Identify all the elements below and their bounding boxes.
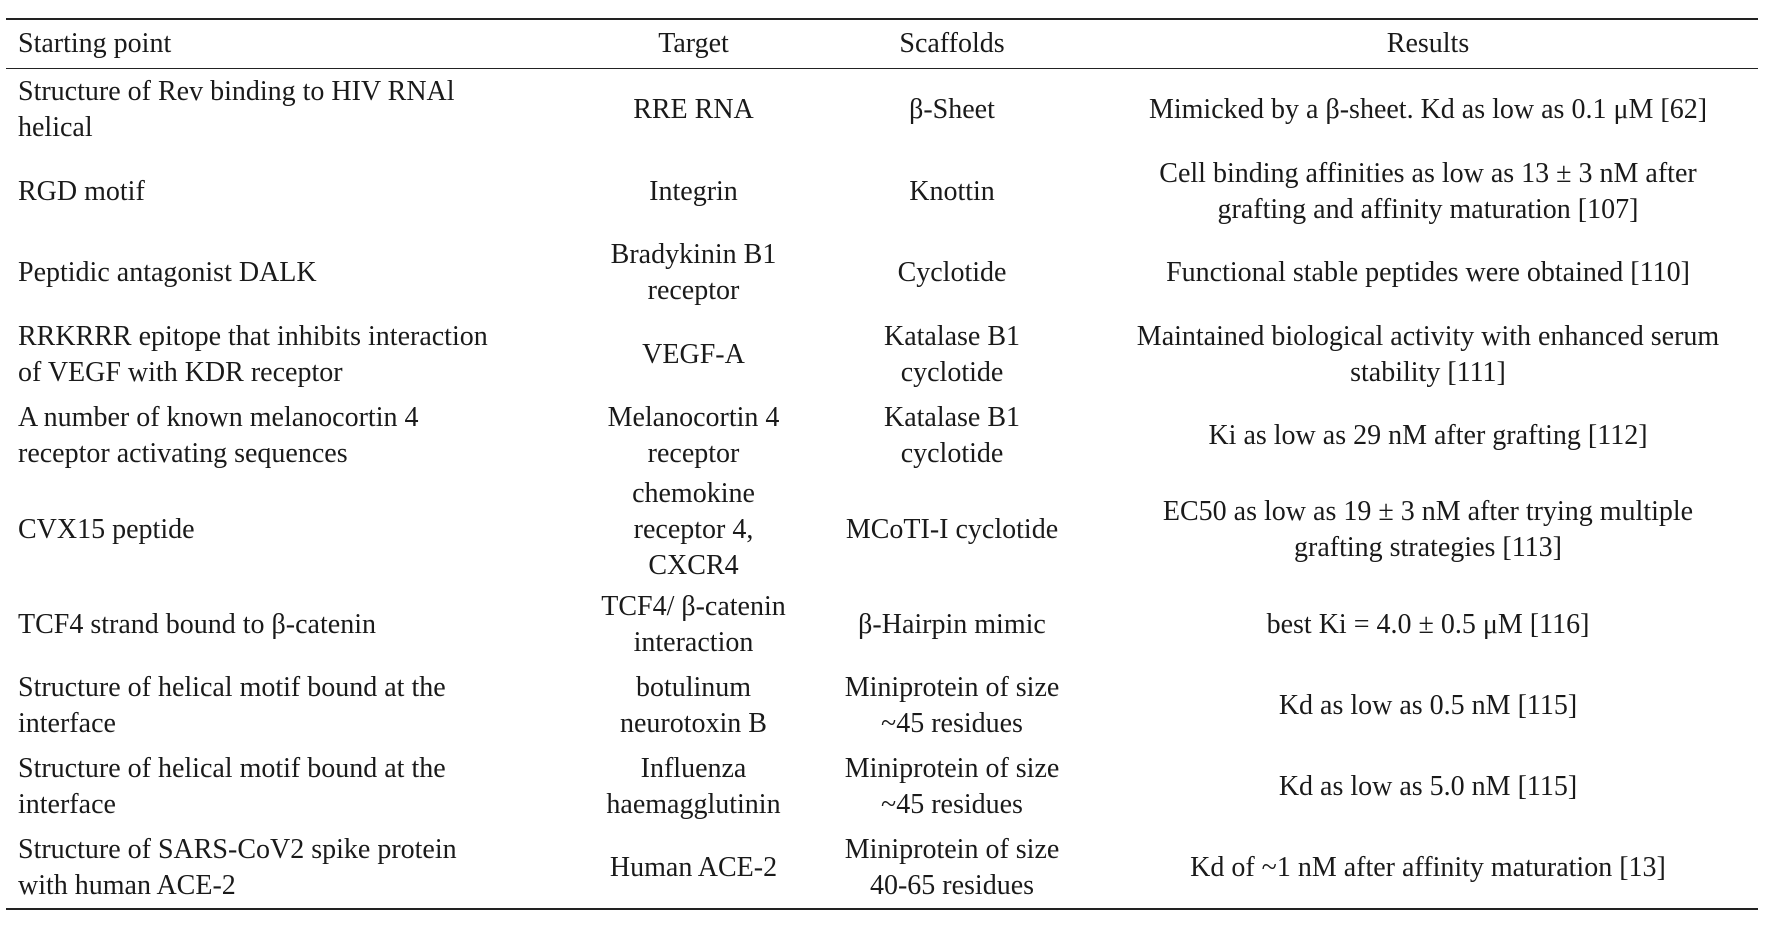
cell-line: β-Sheet	[909, 94, 995, 125]
cell-line: Kd of ~1 nM after affinity maturation [13]	[1190, 851, 1666, 883]
cell-scaffolds	[806, 665, 1098, 746]
cell-target	[581, 476, 806, 584]
cell-target	[581, 69, 806, 152]
table-row	[6, 314, 1758, 395]
cell-line: EC50 as low as 19 ± 3 nM after trying multiple	[1162, 496, 1694, 527]
cell-text	[632, 476, 755, 584]
cell-starting-point	[6, 584, 581, 665]
cell-text	[845, 670, 1060, 742]
cell-starting-point	[6, 232, 581, 314]
cell-line: interface	[18, 707, 116, 739]
cell-line: CXCR4	[648, 550, 739, 581]
cell-line: receptor activating sequences	[18, 437, 348, 469]
cell-line: Ki as low as 29 nM after grafting [112]	[1208, 419, 1648, 451]
table-row	[6, 69, 1758, 152]
cell-target	[581, 395, 806, 476]
cell-line: β-Hairpin mimic	[858, 608, 1046, 640]
cell-line: interaction	[633, 626, 754, 658]
cell-text	[18, 832, 457, 904]
cell-line: Maintained biological activity with enhanced serum	[1136, 320, 1720, 352]
cell-line: Structure of helical motif bound at the	[18, 671, 446, 703]
cell-results	[1098, 476, 1758, 584]
cell-scaffolds	[806, 314, 1098, 395]
cell-line: receptor 4,	[633, 514, 754, 545]
cell-line: Miniprotein of size	[844, 752, 1060, 784]
cell-line: Kd as low as 5.0 nM [115]	[1278, 770, 1578, 802]
cell-line: with human ACE-2	[18, 869, 236, 901]
cell-text	[1190, 850, 1666, 886]
cell-results	[1098, 69, 1758, 152]
cell-text	[18, 255, 317, 291]
cell-line: helical	[18, 112, 93, 143]
cell-scaffolds	[806, 827, 1098, 909]
cell-line: A number of known melanocortin 4	[18, 401, 419, 433]
cell-text	[18, 512, 195, 548]
cell-text	[1166, 255, 1690, 291]
cell-line: TCF4 strand bound to β-catenin	[18, 608, 376, 640]
cell-line: ~45 residues	[881, 707, 1023, 739]
cell-text	[18, 319, 488, 391]
cell-results	[1098, 314, 1758, 395]
cell-line: Katalase B1	[883, 401, 1021, 433]
cell-text	[620, 670, 767, 742]
cell-text	[884, 319, 1020, 391]
cell-line: grafting and affinity maturation [107]	[1217, 193, 1639, 225]
cell-target	[581, 665, 806, 746]
cell-line: best Ki = 4.0 ± 0.5 μM [116]	[1266, 608, 1590, 640]
cell-text	[18, 751, 446, 823]
cell-target	[581, 314, 806, 395]
cell-line: TCF4/ β-catenin	[601, 590, 786, 622]
cell-line: haemagglutinin	[606, 788, 781, 820]
table-row	[6, 151, 1758, 232]
cell-target	[581, 232, 806, 314]
cell-text	[18, 670, 446, 742]
cell-line: Cell binding affinities as low as 13 ± 3 nM after	[1159, 157, 1697, 189]
table-body	[6, 69, 1758, 910]
cell-line: Peptidic antagonist DALK	[18, 257, 317, 288]
cell-line: cyclotide	[900, 437, 1004, 469]
cell-text	[1137, 319, 1719, 391]
cell-scaffolds	[806, 395, 1098, 476]
cell-line: RRE RNA	[633, 94, 754, 125]
cell-scaffolds	[806, 584, 1098, 665]
header-row	[6, 19, 1758, 69]
cell-line: Katalase B1	[883, 320, 1021, 352]
cell-text	[611, 237, 777, 309]
cell-line: neurotoxin B	[620, 707, 767, 739]
cell-text	[846, 512, 1058, 548]
cell-results	[1098, 151, 1758, 232]
cell-text	[909, 174, 995, 210]
cell-target	[581, 746, 806, 827]
cell-line: Functional stable peptides were obtained [110]	[1166, 257, 1690, 288]
cell-text	[649, 174, 738, 210]
cell-line: RRKRRR epitope that inhibits interaction	[18, 320, 488, 352]
cell-line: cyclotide	[900, 356, 1004, 388]
cell-text	[642, 337, 745, 373]
header-target: Target	[658, 28, 729, 59]
cell-target	[581, 827, 806, 909]
cell-line: Melanocortin 4	[607, 401, 780, 433]
cell-starting-point	[6, 665, 581, 746]
cell-text	[898, 255, 1007, 291]
cell-line: botulinum	[635, 671, 752, 703]
cell-line: stability [111]	[1350, 356, 1506, 388]
cell-starting-point	[6, 476, 581, 584]
cell-text	[1159, 156, 1696, 228]
grafting-table-container	[6, 18, 1758, 910]
cell-text	[884, 400, 1020, 472]
cell-line: interface	[18, 788, 116, 820]
cell-text	[845, 751, 1060, 823]
cell-results	[1098, 232, 1758, 314]
cell-starting-point	[6, 151, 581, 232]
cell-text	[608, 400, 780, 472]
cell-target	[581, 151, 806, 232]
cell-line: 40-65 residues	[869, 869, 1035, 901]
cell-line: chemokine	[632, 478, 755, 509]
cell-line: Miniprotein of size	[844, 671, 1060, 703]
grafting-table	[6, 18, 1758, 910]
cell-line: Knottin	[909, 175, 995, 207]
cell-text	[18, 174, 145, 210]
cell-line: VEGF-A	[642, 338, 745, 370]
table-header	[6, 19, 1758, 69]
cell-line: Structure of Rev binding to HIV RNAl	[18, 76, 455, 107]
cell-text	[1149, 92, 1707, 128]
cell-starting-point	[6, 827, 581, 909]
table-row	[6, 476, 1758, 584]
header-scaffolds: Scaffolds	[899, 28, 1005, 59]
table-row	[6, 746, 1758, 827]
header-results: Results	[1386, 28, 1470, 59]
cell-line: ~45 residues	[881, 788, 1023, 820]
cell-target	[581, 584, 806, 665]
table-row	[6, 584, 1758, 665]
cell-text	[633, 92, 754, 128]
cell-line: grafting strategies [113]	[1294, 532, 1562, 563]
cell-line: Influenza	[640, 752, 747, 784]
cell-starting-point	[6, 395, 581, 476]
cell-line: CVX15 peptide	[18, 514, 195, 545]
cell-text	[18, 74, 455, 146]
cell-text	[1163, 494, 1693, 566]
cell-line: Cyclotide	[897, 257, 1007, 288]
cell-scaffolds	[806, 746, 1098, 827]
cell-line: Structure of SARS-CoV2 spike protein	[18, 833, 457, 865]
cell-text	[845, 832, 1060, 904]
cell-results	[1098, 584, 1758, 665]
cell-starting-point	[6, 69, 581, 152]
cell-line: Mimicked by a β-sheet. Kd as low as 0.1 μM [62]	[1148, 94, 1708, 125]
table-row	[6, 395, 1758, 476]
cell-starting-point	[6, 746, 581, 827]
cell-line: Miniprotein of size	[844, 833, 1060, 865]
cell-line: receptor	[647, 275, 740, 306]
cell-starting-point	[6, 314, 581, 395]
cell-line: receptor	[647, 437, 740, 469]
cell-text	[18, 607, 376, 643]
cell-text	[1279, 688, 1577, 724]
cell-text	[858, 607, 1046, 643]
cell-line: MCoTI-I cyclotide	[845, 514, 1059, 545]
cell-line: Human ACE-2	[609, 851, 778, 883]
cell-line: of VEGF with KDR receptor	[18, 356, 343, 388]
cell-results	[1098, 665, 1758, 746]
header-starting-point: Starting point	[18, 28, 172, 59]
cell-line: Kd as low as 0.5 nM [115]	[1278, 689, 1578, 721]
table-row	[6, 232, 1758, 314]
cell-text	[909, 92, 995, 128]
cell-line: Structure of helical motif bound at the	[18, 752, 446, 784]
cell-text	[610, 850, 777, 886]
cell-text	[606, 751, 780, 823]
cell-scaffolds	[806, 69, 1098, 152]
cell-text	[18, 400, 418, 472]
cell-results	[1098, 746, 1758, 827]
cell-text	[1208, 418, 1647, 454]
cell-scaffolds	[806, 151, 1098, 232]
cell-line: Integrin	[649, 175, 738, 207]
cell-scaffolds	[806, 232, 1098, 314]
cell-results	[1098, 395, 1758, 476]
table-row	[6, 827, 1758, 909]
table-row	[6, 665, 1758, 746]
cell-scaffolds	[806, 476, 1098, 584]
cell-results	[1098, 827, 1758, 909]
cell-text	[1279, 769, 1577, 805]
cell-text	[1267, 607, 1590, 643]
cell-text	[601, 589, 786, 661]
cell-line: Bradykinin B1	[610, 239, 777, 270]
cell-line: RGD motif	[18, 175, 145, 207]
